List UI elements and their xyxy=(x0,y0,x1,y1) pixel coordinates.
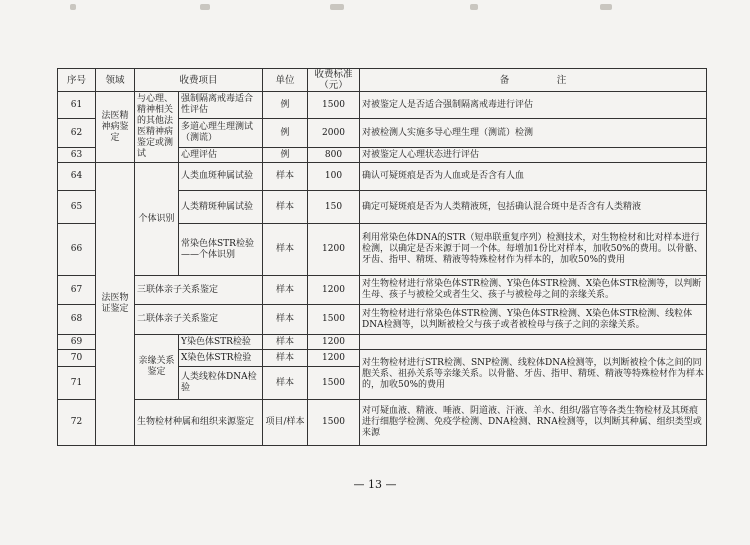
row-no: 62 xyxy=(58,119,96,148)
row-item: 人类精斑种属试验 xyxy=(179,191,263,224)
row-no: 67 xyxy=(58,276,96,305)
row-price: 1500 xyxy=(308,400,360,446)
row-price: 1500 xyxy=(308,305,360,335)
table-row xyxy=(58,276,707,305)
row-price: 100 xyxy=(308,163,360,191)
row-remark: 对可疑血液、精液、唾液、阴道液、汗液、羊水、组织/器官等各类生物检材及其斑痕进行细胞学检测、免疫学检测、DNA检测、RNA检测等，以判断其种属、组织类型或来源 xyxy=(360,400,707,446)
row-unit: 样本 xyxy=(263,224,308,276)
subgroup-kinship: 亲缘关系鉴定 xyxy=(135,335,179,400)
row-remark-empty xyxy=(360,335,707,350)
row-unit: 例 xyxy=(263,92,308,119)
row-item: 三联体亲子关系鉴定 xyxy=(135,276,263,305)
table-row xyxy=(58,92,707,119)
row-unit: 样本 xyxy=(263,335,308,350)
table-row xyxy=(58,163,707,191)
row-remark: 对生物检材进行常染色体STR检测、Y染色体STR检测、X染色体STR检测、线粒体DNA检测等，以判断被检父与孩子或者被检母与孩子之间的亲缘关系。 xyxy=(360,305,707,335)
kinship-remark: 对生物检材进行STR检测、SNP检测、线粒体DNA检测等，以判断被检个体之间的同胞关系、祖孙关系等亲缘关系。以骨骼、牙齿、指甲、精斑、精液等特殊检材作为样本的，加收50%的费用 xyxy=(360,350,707,400)
row-remark: 对被鉴定人是否适合强制隔离戒毒进行评估 xyxy=(360,92,707,119)
header-no: 序号 xyxy=(58,69,96,92)
row-item: 多道心理生理测试（测谎） xyxy=(179,119,263,148)
row-remark: 确定可疑斑痕是否为人类精液斑，包括确认混合斑中是否含有人类精液 xyxy=(360,191,707,224)
row-price: 1200 xyxy=(308,224,360,276)
row-price: 1500 xyxy=(308,367,360,400)
psych-subgroup: 与心理、精神相关的其他法医精神病鉴定或测试 xyxy=(135,92,179,163)
row-price: 2000 xyxy=(308,119,360,148)
field-material: 法医物证鉴定 xyxy=(96,163,135,446)
row-price: 1200 xyxy=(308,276,360,305)
row-no: 72 xyxy=(58,400,96,446)
header-remark: 备 注 xyxy=(360,69,707,92)
row-remark: 对生物检材进行常染色体STR检测、Y染色体STR检测、X染色体STR检测等，以判断生母、孩子与被检父或者生父、孩子与被检母之间的亲缘关系。 xyxy=(360,276,707,305)
row-item: 心理评估 xyxy=(179,148,263,163)
header-item: 收费项目 xyxy=(135,69,263,92)
row-price: 800 xyxy=(308,148,360,163)
row-unit: 样本 xyxy=(263,191,308,224)
row-unit: 样本 xyxy=(263,350,308,367)
row-item: 常染色体STR检验——个体识别 xyxy=(179,224,263,276)
row-no: 69 xyxy=(58,335,96,350)
row-unit: 样本 xyxy=(263,276,308,305)
header-unit: 单位 xyxy=(263,69,308,92)
row-price: 1200 xyxy=(308,335,360,350)
row-item: 二联体亲子关系鉴定 xyxy=(135,305,263,335)
row-remark: 利用常染色体DNA的STR（短串联重复序列）检测技术，对生物检材和比对样本进行检测，以确定是否来源于同一个体。每增加1份比对样本，加收50%的费用。以骨骼、牙齿、指甲、精斑、精液等特殊检材作为样本的，加收50%的费用 xyxy=(360,224,707,276)
row-no: 68 xyxy=(58,305,96,335)
row-no: 65 xyxy=(58,191,96,224)
row-no: 63 xyxy=(58,148,96,163)
row-no: 64 xyxy=(58,163,96,191)
row-unit: 项目/样本 xyxy=(263,400,308,446)
row-no: 71 xyxy=(58,367,96,400)
row-item: 人类线粒体DNA检验 xyxy=(179,367,263,400)
table-row xyxy=(58,335,707,350)
header-field: 领域 xyxy=(96,69,135,92)
row-remark: 对被检测人实施多导心理生理（测谎）检测 xyxy=(360,119,707,148)
row-price: 150 xyxy=(308,191,360,224)
row-price: 1500 xyxy=(308,92,360,119)
row-unit: 例 xyxy=(263,148,308,163)
subgroup-identity: 个体识别 xyxy=(135,163,179,276)
row-item: X染色体STR检验 xyxy=(179,350,263,367)
row-unit: 样本 xyxy=(263,163,308,191)
row-no: 61 xyxy=(58,92,96,119)
row-remark: 对被鉴定人心理状态进行评估 xyxy=(360,148,707,163)
header-price: 收费标准（元） xyxy=(308,69,360,92)
row-unit: 样本 xyxy=(263,305,308,335)
row-no: 66 xyxy=(58,224,96,276)
page-number: — 13 — xyxy=(353,478,397,491)
row-item: 生物检材种属和组织来源鉴定 xyxy=(135,400,263,446)
scan-artifact xyxy=(60,0,700,18)
row-price: 1200 xyxy=(308,350,360,367)
field-psych: 法医精神病鉴定 xyxy=(96,92,135,163)
row-no: 70 xyxy=(58,350,96,367)
row-item: 人类血斑种属试验 xyxy=(179,163,263,191)
row-unit: 样本 xyxy=(263,367,308,400)
table-row xyxy=(58,400,707,446)
table-row xyxy=(58,305,707,335)
row-remark: 确认可疑斑痕是否为人血或是否含有人血 xyxy=(360,163,707,191)
table-header-row xyxy=(58,69,707,92)
row-item: 强制隔离戒毒适合性评估 xyxy=(179,92,263,119)
fee-table xyxy=(57,68,707,446)
row-item: Y染色体STR检验 xyxy=(179,335,263,350)
row-unit: 例 xyxy=(263,119,308,148)
